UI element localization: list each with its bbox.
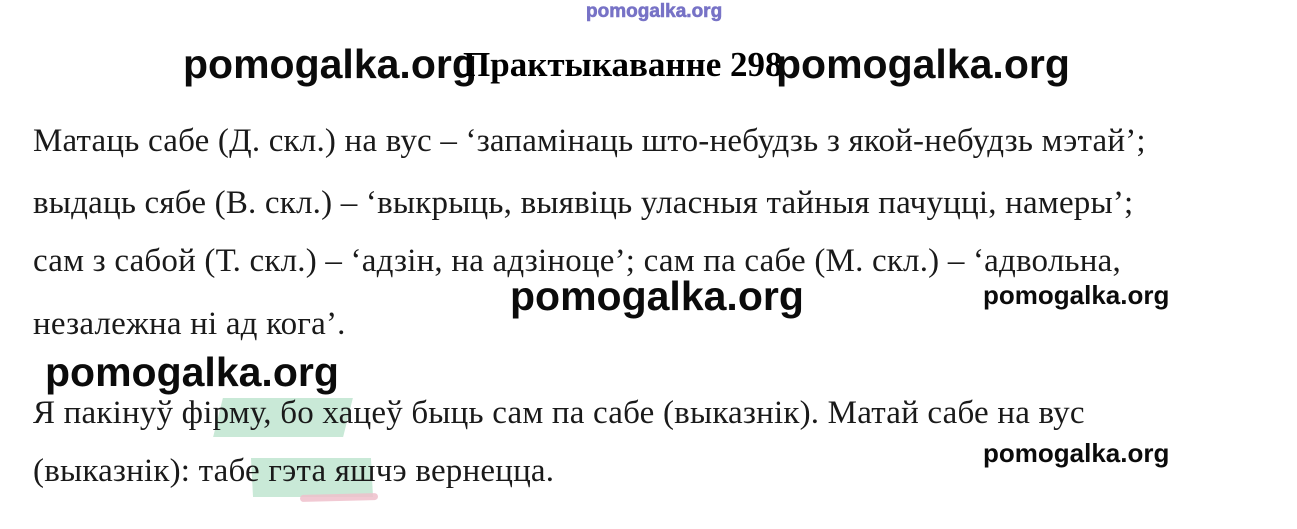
- highlight-pink-smudge: [300, 493, 378, 502]
- paragraph1-line4: незалежна ні ад кога’.: [33, 306, 346, 342]
- watermark-header-left: pomogalka.org: [183, 41, 477, 87]
- paragraph1-line2: выдаць сябе (В. скл.) – ‘выкрыць, выявіць уласныя тайныя пачуцці, намеры’;: [33, 185, 1134, 221]
- paragraph2-line1: Я пакінуў фірму, бо хацеў быць сам па сабе (выказнік). Матай сабе на вус: [33, 395, 1085, 431]
- paragraph1-line3: сам з сабой (Т. скл.) – ‘адзін, на адзіноце’; сам па сабе (М. скл.) – ‘адвольна,: [33, 243, 1121, 279]
- paragraph1-line1: Матаць сабе (Д. скл.) на вус – ‘запамінаць што-небудзь з якой-небудзь мэтай’;: [33, 123, 1146, 159]
- watermark-header-right: pomogalka.org: [776, 41, 1070, 87]
- exercise-title: Практыкаванне 298: [463, 45, 783, 84]
- watermark-top: pomogalka.org: [586, 1, 723, 22]
- watermark-left-block: pomogalka.org: [45, 349, 339, 395]
- watermark-mid-right: pomogalka.org: [983, 280, 1170, 310]
- watermark-bottom-right: pomogalka.org: [983, 438, 1170, 468]
- paragraph2-line2: (выказнік): табе гэта яшчэ вернецца.: [33, 453, 555, 489]
- watermark-mid-center: pomogalka.org: [510, 273, 804, 319]
